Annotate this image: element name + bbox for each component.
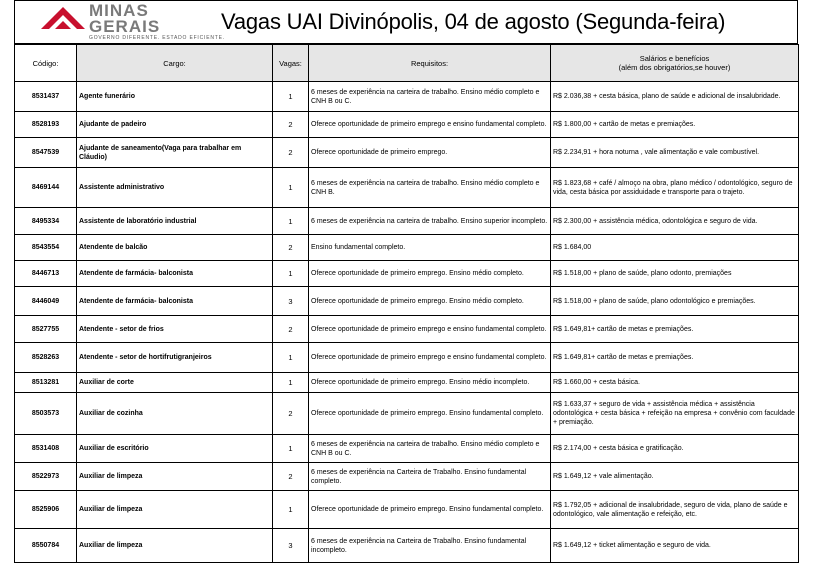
cell-requisitos: Oferece oportunidade de primeiro emprego e ensino fundamental completo. <box>309 343 551 373</box>
table-row <box>15 316 799 343</box>
table-row <box>15 463 799 491</box>
cell-codigo: 8513281 <box>15 373 77 393</box>
cell-codigo: 8527755 <box>15 316 77 343</box>
cell-codigo: 8503573 <box>15 393 77 435</box>
cell-codigo: 8495334 <box>15 208 77 235</box>
cell-vagas: 1 <box>273 373 309 393</box>
cell-vagas: 2 <box>273 138 309 168</box>
cell-vagas: 2 <box>273 316 309 343</box>
cell-vagas: 2 <box>273 112 309 138</box>
cell-salario: R$ 1.633,37 + seguro de vida + assistência médica + assistência odontológica + cesta básica + refeição na empresa + convênio com faculdade + premiação. <box>551 393 799 435</box>
cell-requisitos: Oferece oportunidade de primeiro emprego. Ensino fundamental completo. <box>309 393 551 435</box>
cell-salario: R$ 2.036,38 + cesta básica, plano de saúde e adicional de insalubridade. <box>551 82 799 112</box>
cell-salario: R$ 1.800,00 + cartão de metas e premiações. <box>551 112 799 138</box>
minas-gerais-logo-mark-icon <box>41 7 85 29</box>
cell-salario: R$ 2.174,00 + cesta básica e gratificação. <box>551 435 799 463</box>
cell-salario: R$ 2.300,00 + assistência médica, odontológica e seguro de vida. <box>551 208 799 235</box>
header-salarios-line2: (além dos obrigatórios,se houver) <box>618 63 731 72</box>
cell-requisitos: 6 meses de experiência na carteira de trabalho. Ensino médio completo e CNH B ou C. <box>309 82 551 112</box>
cell-requisitos: Oferece oportunidade de primeiro emprego. Ensino médio completo. <box>309 261 551 287</box>
cell-codigo: 8446713 <box>15 261 77 287</box>
cell-vagas: 2 <box>273 393 309 435</box>
cell-salario: R$ 1.684,00 <box>551 235 799 261</box>
cell-codigo: 8525906 <box>15 491 77 529</box>
cell-codigo: 8543554 <box>15 235 77 261</box>
cell-vagas: 1 <box>273 343 309 373</box>
cell-requisitos: Oferece oportunidade de primeiro emprego e ensino fundamental completo. <box>309 316 551 343</box>
logo-name <box>89 3 160 35</box>
cell-cargo: Auxiliar de escritório <box>77 435 273 463</box>
table-row <box>15 287 799 316</box>
table-row <box>15 235 799 261</box>
cell-requisitos: 6 meses de experiência na carteira de trabalho. Ensino médio completo e CNH B ou C. <box>309 435 551 463</box>
cell-cargo: Auxiliar de limpeza <box>77 491 273 529</box>
cell-cargo: Auxiliar de limpeza <box>77 463 273 491</box>
logo-name-line1: MINAS <box>89 1 149 20</box>
cell-cargo: Atendente de balcão <box>77 235 273 261</box>
table-row <box>15 261 799 287</box>
table-row <box>15 138 799 168</box>
cell-vagas: 1 <box>273 491 309 529</box>
cell-cargo: Auxiliar de corte <box>77 373 273 393</box>
cell-requisitos: 6 meses de experiência na carteira de trabalho. Ensino médio completo e CNH B. <box>309 168 551 208</box>
cell-salario: R$ 1.518,00 + plano de saúde, plano odonto, premiações <box>551 261 799 287</box>
cell-requisitos: Oferece oportunidade de primeiro emprego. Ensino médio incompleto. <box>309 373 551 393</box>
header-salarios <box>551 45 799 82</box>
header-codigo: Código: <box>15 45 77 82</box>
cell-requisitos: Oferece oportunidade de primeiro emprego. Ensino fundamental completo. <box>309 491 551 529</box>
cell-vagas: 1 <box>273 261 309 287</box>
cell-requisitos: 6 meses de experiência na carteira de trabalho. Ensino superior incompleto. <box>309 208 551 235</box>
cell-cargo: Atendente - setor de frios <box>77 316 273 343</box>
cell-codigo: 8531408 <box>15 435 77 463</box>
cell-salario: R$ 1.649,12 + ticket alimentação e seguro de vida. <box>551 529 799 563</box>
cell-vagas: 2 <box>273 235 309 261</box>
header-vagas: Vagas: <box>273 45 309 82</box>
table-row <box>15 491 799 529</box>
cell-codigo: 8522973 <box>15 463 77 491</box>
cell-vagas: 3 <box>273 287 309 316</box>
page-header <box>14 0 798 44</box>
table-row <box>15 82 799 112</box>
table-row <box>15 393 799 435</box>
cell-cargo: Atendente - setor de hortifrutigranjeiros <box>77 343 273 373</box>
cell-cargo: Assistente de laboratório industrial <box>77 208 273 235</box>
cell-salario: R$ 1.649,81+ cartão de metas e premiações. <box>551 316 799 343</box>
logo-name-line2: GERAIS <box>89 17 161 36</box>
header-salarios-line1: Salários e benefícios <box>639 54 710 63</box>
vacancies-table <box>14 44 799 563</box>
header-requisitos: Requisitos: <box>309 45 551 82</box>
cell-cargo: Ajudante de padeiro <box>77 112 273 138</box>
cell-vagas: 1 <box>273 208 309 235</box>
cell-codigo: 8446049 <box>15 287 77 316</box>
cell-salario: R$ 1.649,81+ cartão de metas e premiações. <box>551 343 799 373</box>
cell-cargo: Atendente de farmácia- balconista <box>77 261 273 287</box>
cell-requisitos: Ensino fundamental completo. <box>309 235 551 261</box>
cell-codigo: 8550784 <box>15 529 77 563</box>
table-row <box>15 112 799 138</box>
cell-requisitos: Oferece oportunidade de primeiro emprego. Ensino médio completo. <box>309 287 551 316</box>
cell-requisitos: 6 meses de experiência na Carteira de Trabalho. Ensino fundamental incompleto. <box>309 529 551 563</box>
table-row <box>15 343 799 373</box>
cell-salario: R$ 1.518,00 + plano de saúde, plano odontológico e premiações. <box>551 287 799 316</box>
cell-requisitos: Oferece oportunidade de primeiro emprego e ensino fundamental completo. <box>309 112 551 138</box>
cell-salario: R$ 1.823,68 + café / almoço na obra, plano médico / odontológico, seguro de vida, cesta básica por assiduidade e transporte para o trajeto. <box>551 168 799 208</box>
table-row <box>15 529 799 563</box>
cell-vagas: 2 <box>273 463 309 491</box>
table-row <box>15 373 799 393</box>
logo-tagline: GOVERNO DIFERENTE. ESTADO EFICIENTE. <box>89 35 225 41</box>
table-header-row <box>15 45 799 82</box>
cell-codigo: 8531437 <box>15 82 77 112</box>
cell-salario: R$ 1.660,00 + cesta básica. <box>551 373 799 393</box>
minas-gerais-logo <box>41 1 225 43</box>
cell-cargo: Atendente de farmácia- balconista <box>77 287 273 316</box>
cell-vagas: 1 <box>273 435 309 463</box>
page-title: Vagas UAI Divinópolis, 04 de agosto (Segunda-feira) <box>221 9 726 34</box>
cell-cargo: Assistente administrativo <box>77 168 273 208</box>
cell-vagas: 1 <box>273 82 309 112</box>
table-row <box>15 208 799 235</box>
cell-cargo: Ajudante de saneamento(Vaga para trabalhar em Cláudio) <box>77 138 273 168</box>
cell-requisitos: Oferece oportunidade de primeiro emprego. <box>309 138 551 168</box>
cell-codigo: 8547539 <box>15 138 77 168</box>
cell-vagas: 3 <box>273 529 309 563</box>
table-row <box>15 435 799 463</box>
cell-cargo: Agente funerário <box>77 82 273 112</box>
table-body <box>15 82 799 563</box>
cell-codigo: 8528193 <box>15 112 77 138</box>
cell-salario: R$ 1.792,05 + adicional de insalubridade, seguro de vida, plano de saúde e odontológico, vale alimentação e refeição, etc. <box>551 491 799 529</box>
header-cargo: Cargo: <box>77 45 273 82</box>
cell-requisitos: 6 meses de experiência na Carteira de Trabalho. Ensino fundamental completo. <box>309 463 551 491</box>
cell-salario: R$ 1.649,12 + vale alimentação. <box>551 463 799 491</box>
cell-codigo: 8528263 <box>15 343 77 373</box>
cell-cargo: Auxiliar de cozinha <box>77 393 273 435</box>
cell-codigo: 8469144 <box>15 168 77 208</box>
cell-vagas: 1 <box>273 168 309 208</box>
cell-cargo: Auxiliar de limpeza <box>77 529 273 563</box>
table-row <box>15 168 799 208</box>
cell-salario: R$ 2.234,91 + hora noturna , vale alimentação e vale combustível. <box>551 138 799 168</box>
